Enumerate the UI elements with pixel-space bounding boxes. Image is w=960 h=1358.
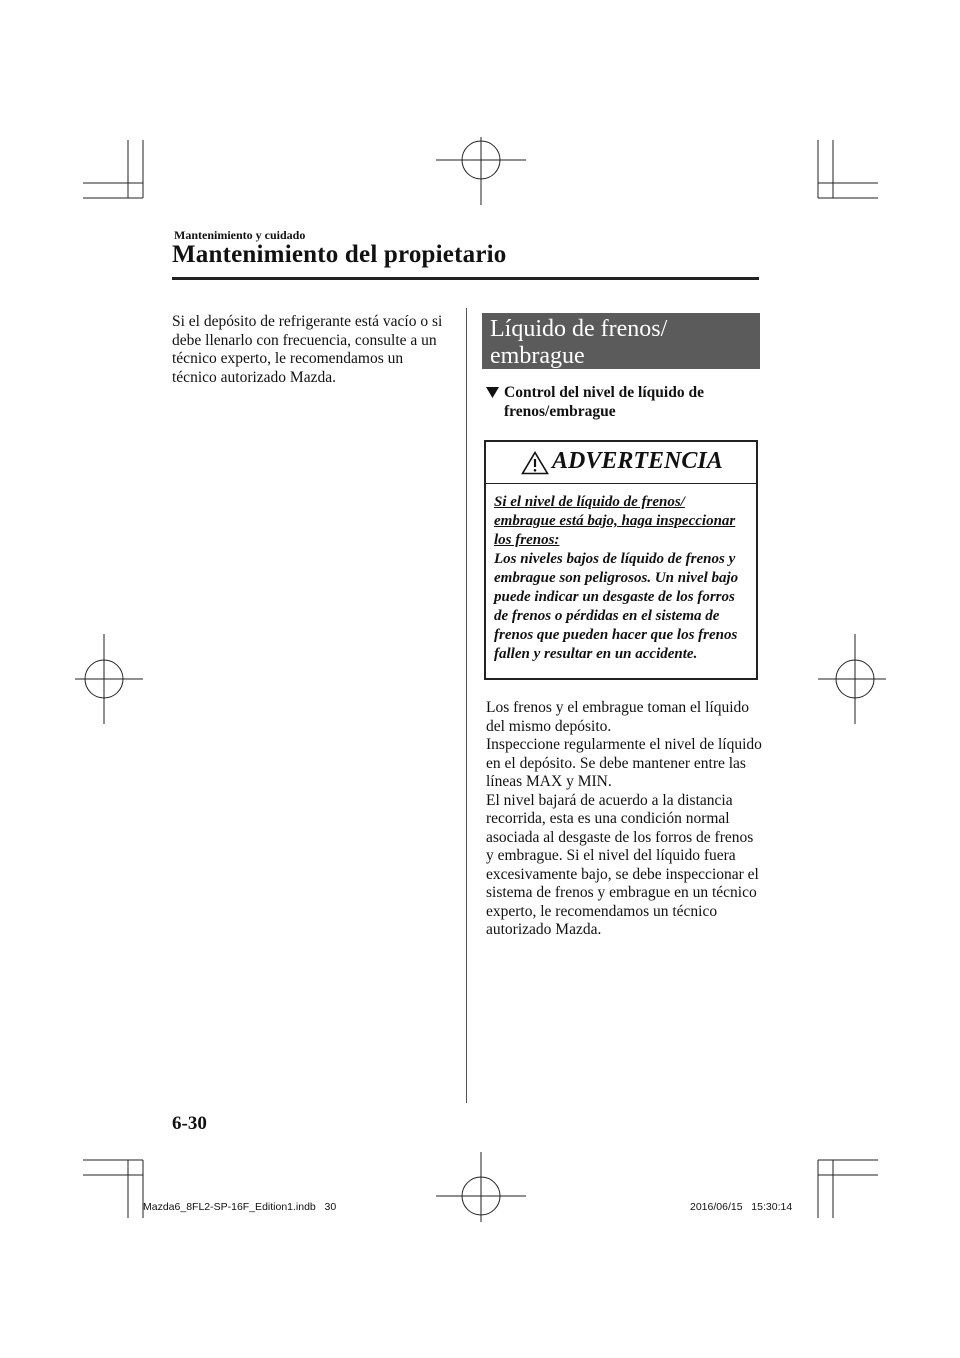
coolant-paragraph: Si el depósito de refrigerante está vacío o si debe llenarlo con frecuencia, consulte a un técnico experto, le recomendamos un técnico autorizado Mazda.: [172, 313, 443, 386]
paragraph-1: Los frenos y el embrague toman el líquido del mismo depósito.: [486, 699, 750, 735]
section-category: Mantenimiento y cuidado: [174, 228, 306, 242]
brake-fluid-text: [486, 699, 762, 940]
warning-text: Los niveles bajos de líquido de frenos y embrague son peligrosos. Un nivel bajo puede indicar un desgaste de los forros de frenos o pérdidas en el sistema de frenos que pueden hacer que los frenos fallen y resultar en un accidente.: [494, 551, 739, 662]
warning-body: [494, 493, 752, 664]
subheading-line1: Control del nivel de líquido de: [504, 384, 704, 401]
subheading-line2: frenos/embrague: [504, 403, 616, 420]
warning-triangle-icon: [521, 451, 549, 475]
warning-lead-line3: los frenos:: [494, 532, 560, 548]
warning-header: [486, 442, 756, 482]
warning-title: ADVERTENCIA: [552, 448, 723, 474]
warning-lead-line2: embrague está bajo, haga inspeccionar: [494, 513, 736, 529]
footer-file-info: Mazda6_8FL2-SP-16F_Edition1.indb 30: [143, 1201, 337, 1213]
section-heading-line1: Líquido de frenos/: [490, 316, 668, 342]
column-divider: [466, 308, 467, 1103]
page-title: Mantenimiento del propietario: [172, 241, 507, 268]
page-number: 6-30: [172, 1113, 207, 1134]
warning-lead-line1: Si el nivel de líquido de frenos/: [494, 494, 685, 510]
section-heading-band: [482, 313, 760, 369]
subheading: [486, 383, 756, 421]
warning-rule: [486, 483, 756, 484]
header-rule: [172, 277, 759, 280]
paragraph-3: El nivel bajará de acuerdo a la distancia recorrida, esta es una condición normal asociada al desgaste de los forros de frenos y embrague. Si el nivel del líquido fuera excesivamente bajo, se debe inspeccionar el sistema de frenos y embrague en un técnico experto, le recomendamos un técnico autorizado Mazda.: [486, 791, 759, 938]
triangle-down-icon: [486, 387, 499, 398]
paragraph-2: Inspeccione regularmente el nivel de líquido en el depósito. Se debe mantener entre las líneas MAX y MIN.: [486, 736, 762, 790]
section-heading-line2: embrague: [490, 343, 585, 369]
footer-date-info: 2016/06/15 15:30:14: [690, 1201, 793, 1213]
